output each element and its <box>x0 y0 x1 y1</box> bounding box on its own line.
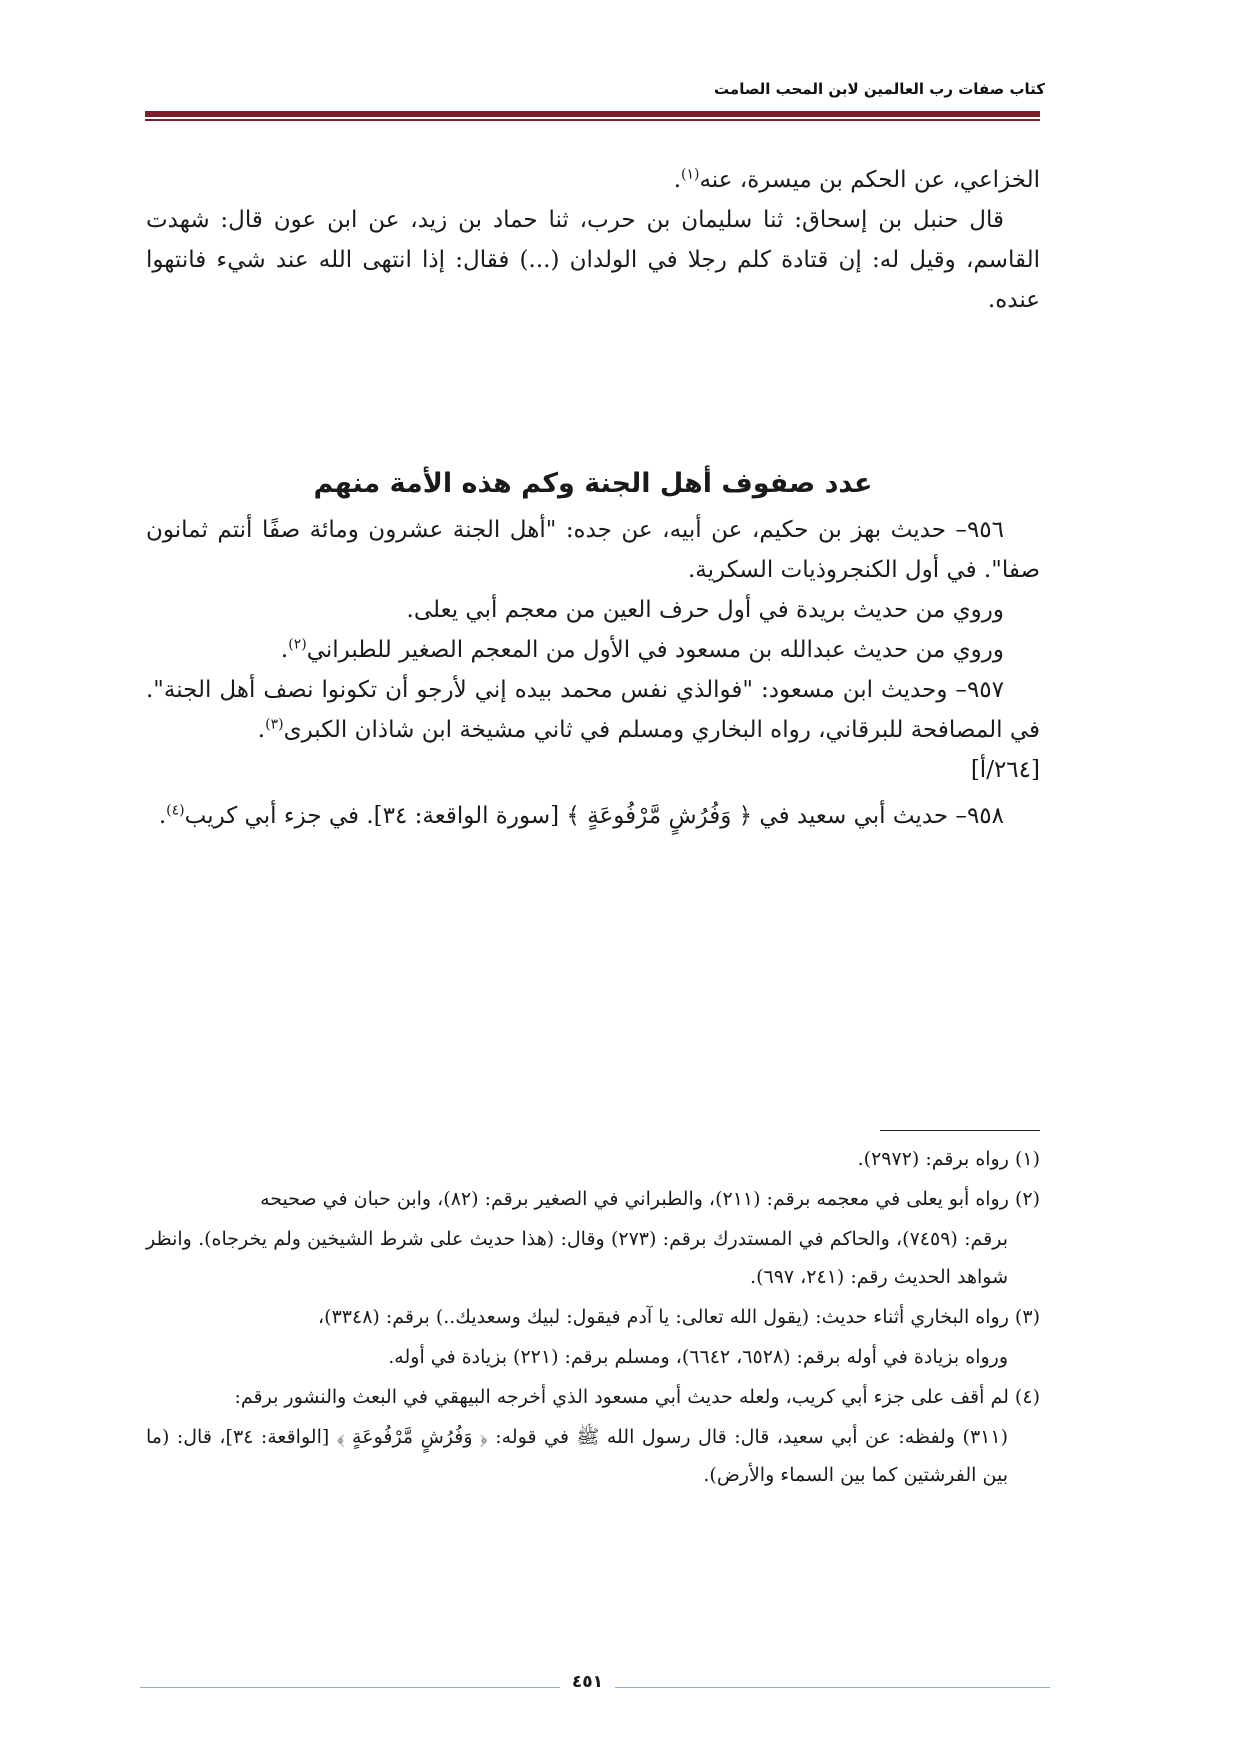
footnote-2-continued: برقم: (٧٤٥٩)، والحاكم في المستدرك برقم: (٢٧٣) وقال: (هذا حديث على شرط الشيخين ولم يخرجاه). وانظر شواهد الحديث رقم: (٢٤١، ٦٩٧). <box>146 1228 1008 1288</box>
top-text-block <box>146 160 1040 320</box>
folio-marker: [٢٦٤/أ] <box>970 757 1040 783</box>
page-number: ٤٥١ <box>571 1672 604 1692</box>
paragraph-hanbal: قال حنبل بن إسحاق: ثنا سليمان بن حرب، ثنا حماد بن زيد، عن ابن عون قال: شهدت القاسم، وقيل له: إن قتادة كلم رجلا في الولدان (...) فقال: إذا انتهى الله عند شيء فانتهوا عنده. <box>146 207 1040 313</box>
footnotes-block <box>146 1140 1040 1496</box>
footnote-3: (٣) رواه البخاري أثناء حديث: (يقول الله تعالى: يا آدم فيقول: لبيك وسعديك..) برقم: (٣٣٤٨)، <box>318 1306 1040 1328</box>
section-body <box>146 510 1040 836</box>
hadith-957: ٩٥٧– وحديث ابن مسعود: "فوالذي نفس محمد بيده إني لأرجو أن تكونوا نصف أهل الجنة". في المصافحة للبرقاني، رواه البخاري ومسلم في ثاني مشيخة ابن شاذان الكبرى$^{(٣)}$. <box>146 677 1040 743</box>
paragraph-text: وروي من حديث عبدالله بن مسعود في الأول من المعجم الصغير للطبراني <box>306 637 1004 663</box>
paragraph-buraida: وروي من حديث بريدة في أول حرف العين من معجم أبي يعلى. <box>406 597 1004 623</box>
paragraph-text: ٩٥٧– وحديث ابن مسعود: "فوالذي نفس محمد بيده إني لأرجو أن تكونوا نصف أهل الجنة". في المصافحة للبرقاني، رواه البخاري ومسلم في ثاني مشيخة ابن شاذان الكبرى <box>146 677 1040 743</box>
hadith-956: ٩٥٦– حديث بهز بن حكيم، عن أبيه، عن جده: "أهل الجنة عشرون ومائة صفًا أنتم ثمانون صفا". في أول الكنجروذيات السكرية. <box>146 517 1040 583</box>
header-rule-thin <box>145 119 1040 121</box>
footnote-4: (٤) لم أقف على جزء أبي كريب، ولعله حديث أبي مسعود الذي أخرجه البيهقي في البعث والنشور برقم: <box>234 1386 1040 1408</box>
running-header-title: كتاب صفات رب العالمين لابن المحب الصامت <box>714 80 1045 98</box>
hadith-958: ٩٥٨– حديث أبي سعيد في ﴿ وَفُرُشٍ مَّرْفُوعَةٍ ﴾ [سورة الواقعة: ٣٤]. في جزء أبي كريب$^{(٤)}$. <box>158 802 1004 829</box>
footnote-mark[interactable]: (٣) <box>265 716 284 733</box>
footnote-mark[interactable]: (٢) <box>288 636 307 653</box>
paragraph-text: ٩٥٨– حديث أبي سعيد في ﴿ وَفُرُشٍ مَّرْفُوعَةٍ ﴾ [سورة الواقعة: ٣٤]. في جزء أبي كريب <box>184 803 1004 829</box>
footnote-separator <box>880 1130 1040 1131</box>
footnote-mark[interactable]: (١) <box>681 166 700 183</box>
paragraph-abdullah: وروي من حديث عبدالله بن مسعود في الأول من المعجم الصغير للطبراني$^{(٢)}$. <box>280 636 1004 663</box>
paragraph-text: الخزاعي، عن الحكم بن ميسرة، عنه <box>699 167 1040 193</box>
footnote-3-continued: ورواه بزيادة في أوله برقم: (٦٥٢٨، ٦٦٤٢)، ومسلم برقم: (٢٢١) بزيادة في أوله. <box>388 1346 1008 1368</box>
footnote-2: (٢) رواه أبو يعلى في معجمه برقم: (٢١١)، والطبراني في الصغير برقم: (٨٢)، وابن حبان في صحيحه <box>260 1188 1040 1210</box>
footer-rule-right <box>615 1687 1050 1688</box>
footnote-4-continued: (٣١١) ولفظه: عن أبي سعيد، قال: قال رسول الله ﷺ في قوله: ﴿ وَفُرُشٍ مَّرْفُوعَةٍ ﴾ [الواقعة: ٣٤]، قال: (ما بين الفرشتين كما بين السماء والأرض). <box>146 1426 1008 1486</box>
footer-rule-left <box>140 1687 560 1688</box>
paragraph-continuation: الخزاعي، عن الحكم بن ميسرة، عنه$^{(١)}$. <box>673 166 1040 193</box>
footnote-mark[interactable]: (٤) <box>166 802 185 819</box>
section-heading: عدد صفوف أهل الجنة وكم هذه الأمة منهم <box>313 468 873 499</box>
footnote-1: (١) رواه برقم: (٢٩٧٢). <box>857 1148 1040 1170</box>
header-rule-thick <box>145 111 1040 117</box>
